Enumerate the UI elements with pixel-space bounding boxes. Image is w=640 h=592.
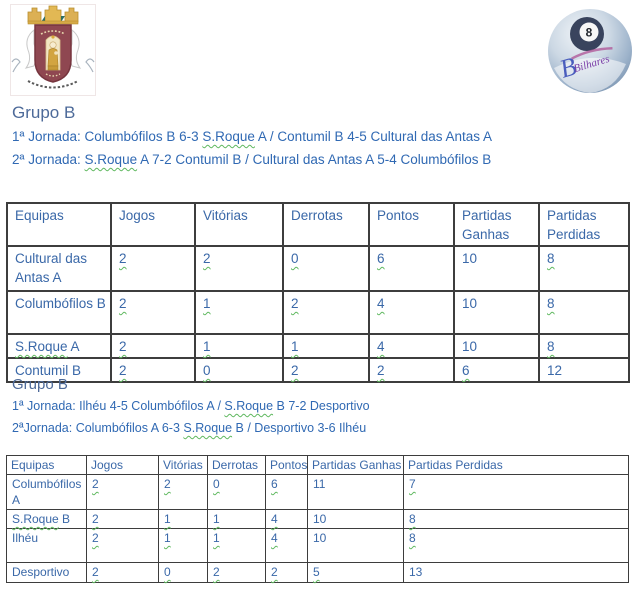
jornada-2-results-2: 2ªJornada: Columbófilos A 6-3 S.Roque B / Desportivo 3-6 Ilhéu [12, 421, 367, 435]
table-cell: 6 [454, 358, 539, 382]
table-cell: 2 [111, 358, 195, 382]
table-cell: 2 [87, 529, 159, 563]
table-cell: Columbófilos A [7, 475, 87, 510]
jornada-1-results-2: 1ª Jornada: Ilhéu 4-5 Columbófilos A / S.Roque B 7-2 Desportivo [12, 399, 370, 413]
table-cell: 0 [283, 246, 369, 291]
table-cell: Contumil B [7, 358, 111, 382]
table-cell: 2 [111, 246, 195, 291]
table-cell: 2 [369, 358, 454, 382]
table-cell: 1 [195, 334, 283, 358]
column-header: Jogos [87, 456, 159, 475]
column-header: Derrotas [283, 203, 369, 246]
table-cell: 12 [539, 358, 629, 382]
table-cell: 0 [195, 358, 283, 382]
table-1-body [7, 246, 629, 382]
eight-ball-number: 8 [585, 25, 593, 40]
standings-table-group-b-2 [6, 455, 629, 583]
table-cell: 8 [539, 334, 629, 358]
logo-letter-b: B [556, 51, 580, 84]
table-row [7, 529, 629, 563]
standings-table-group-b-1 [6, 202, 630, 383]
table-cell: 2 [195, 246, 283, 291]
table-cell: 10 [454, 246, 539, 291]
table-row [7, 563, 629, 583]
table-row [7, 246, 629, 291]
table-cell: Cultural das Antas A [7, 246, 111, 291]
table-cell: 1 [159, 510, 208, 529]
table-row [7, 358, 629, 382]
table-cell: 1 [208, 510, 266, 529]
column-header: Jogos [111, 203, 195, 246]
table-cell: 10 [308, 510, 404, 529]
column-header: Partidas Ganhas [308, 456, 404, 475]
table-cell: 10 [454, 291, 539, 334]
table-cell: 2 [87, 510, 159, 529]
table-cell: 1 [283, 334, 369, 358]
table-cell: S.Roque A [7, 334, 111, 358]
table-cell: 8 [404, 510, 629, 529]
table-cell: 8 [404, 529, 629, 563]
header-row [7, 456, 629, 475]
table-cell: 1 [208, 529, 266, 563]
crest-crown-icon [28, 6, 78, 24]
table-cell: 0 [159, 563, 208, 583]
table-cell: 2 [87, 475, 159, 510]
column-header: Partidas Perdidas [404, 456, 629, 475]
table-cell: Columbófilos B [7, 291, 111, 334]
table-cell: 4 [369, 334, 454, 358]
table-cell: 4 [369, 291, 454, 334]
table-cell: 6 [369, 246, 454, 291]
column-header: Partidas Perdidas [539, 203, 629, 246]
table-row [7, 475, 629, 510]
parish-crest-logo [10, 4, 96, 96]
table-cell: 2 [266, 563, 308, 583]
table-cell: 8 [539, 291, 629, 334]
jornada-2-results: 2ª Jornada: S.Roque A 7-2 Contumil B / Cultural das Antas A 5-4 Columbófilos B [12, 152, 492, 167]
jornada-1-results: 1ª Jornada: Columbófilos B 6-3 S.Roque A / Contumil B 4-5 Cultural das Antas A [12, 129, 493, 144]
table-cell: Ilhéu [7, 529, 87, 563]
table-cell: 2 [111, 334, 195, 358]
column-header: Vitórias [195, 203, 283, 246]
table-cell: 1 [159, 529, 208, 563]
table-cell: 4 [266, 529, 308, 563]
table-cell: 11 [308, 475, 404, 510]
table-cell: 5 [308, 563, 404, 583]
logo-club-name: Bilhares [572, 52, 611, 76]
header-row [7, 203, 629, 246]
table-cell: 2 [283, 358, 369, 382]
column-header: Pontos [369, 203, 454, 246]
table-cell: 6 [266, 475, 308, 510]
group-b-title-1: Grupo B [12, 103, 76, 122]
table-cell: 10 [308, 529, 404, 563]
column-header: Equipas [7, 456, 87, 475]
table-cell: 2 [283, 291, 369, 334]
table-row [7, 334, 629, 358]
table-2-body [7, 475, 629, 583]
table-2-header-row [7, 456, 629, 475]
table-1-header-row [7, 203, 629, 246]
table-cell: 10 [454, 334, 539, 358]
column-header: Equipas [7, 203, 111, 246]
table-cell: 2 [87, 563, 159, 583]
table-cell: 2 [208, 563, 266, 583]
table-cell: Desportivo [7, 563, 87, 583]
table-row [7, 291, 629, 334]
table-cell: 2 [111, 291, 195, 334]
crest-shield [35, 25, 71, 82]
table-cell: 13 [404, 563, 629, 583]
group-b-title-2: Grupo B [12, 376, 68, 393]
table-cell: 7 [404, 475, 629, 510]
column-header: Derrotas [208, 456, 266, 475]
table-cell: 8 [539, 246, 629, 291]
table-cell: 2 [159, 475, 208, 510]
column-header: Pontos [266, 456, 308, 475]
billiards-8ball-logo [545, 6, 635, 98]
table-cell: 0 [208, 475, 266, 510]
table-cell: S.Roque B [7, 510, 87, 529]
column-header: Vitórias [159, 456, 208, 475]
table-cell: 4 [266, 510, 308, 529]
column-header: Partidas Ganhas [454, 203, 539, 246]
table-row [7, 510, 629, 529]
table-cell: 1 [195, 291, 283, 334]
